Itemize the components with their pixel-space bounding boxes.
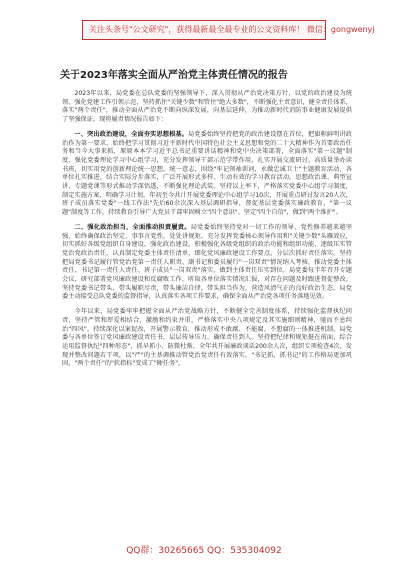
footer-contact: QQ群：30265665 QQ：535304092 [126,546,282,556]
promo-banner-text: 关注头条号"公文研究"，获得最新最全最专业的公文资料库！ 微信：gongwenyj [82,20,326,40]
document-title: 关于2023年落实全面从严治党主体责任情况的报告 [60,70,288,81]
section-heading: 一、突出政治建设，全面夯实思想根基。 [74,130,189,138]
paragraph-text: 今年以来，局党委牢牢把握全面从严治党战略方针，不断健全完善制度体系，持续强化监督执纪问责，坚持严管和厚爱相结合，激励和约束并重，严格落实中央八项规定及其实施细则精神，驰而不息纠治"四风"。持续深化以案促改，开展警示教育，推动形成不敢腐、不能腐、不想腐的一体推进机制。局党委与各单位签订党风廉政建设责任书，层层传导压力，确保责任到人。坚持把纪律和规矩挺在前面，综合运用监督执纪"四种形态"，抓早抓小、防微杜渐。全年共开展廉政谈话200余人次，组织专项检查4次，发现并整改问题若干项，以"严"的主基调推动管党治党责任有效落实，"书记抓、抓书记"的工作格局更加巩固，"两个责任"的"软指标"变成了"硬任务"。 [62,308,352,368]
paragraph [62,131,352,218]
paragraph [62,90,352,125]
paragraph-text: 局党委始终坚持把党的政治建设摆在首位，把旗帜鲜明讲政治作为第一要求，始终把学习贯彻习近平新时代中国特色社会主义思想和党的二十大精神作为首要政治任务和当今大事来抓，原原本本学习近平总书记重要讲话精神和党中央决策部署，全面落实"第一议题"制度，强化党委理论学习中心组学习，充分发挥领导干部示范学带作用，扎实开展交流研讨，高质量举办读书班，切实用党的创新理论统一思想，统一意志，围绕"牢记领袖训词，永做忠诚卫士"主题教育活动，各单位扎实推进，结合实际分步落实，广泛开展形式多样、生动有效的学习教育活动。思想政治课、典型宣讲、专题党课等形式推动学深悟透，不断强化理论武装。坚持以上率下，严格落实党委中心组学习制度，制定实施方案，明确学习计划，年初至今共计开展党委理论中心组学习10次，开展重点研讨发言20人次，班子成员落实党委"一线工作法"先后60余次深入基层调研指导，督促基层党委落实廉政教育，"第一议题"制度等工作，持续教育引导广大党员干部牢固树立"四个意识"、坚定"四个自信"，做到"两个维护"。 [62,130,353,217]
paragraph [62,308,352,369]
paragraph-text: 局党委始终坚持党对一切工作的领导，党性修养越来越坚强，始终确保政治坚定、事事言党性，处处讲规矩。充分发挥党委核心领导作用和"关键少数"头雁效应，切实抓好各级党组织自身建设，强化政治建设。积极强化各级党组织的政治功能和组织功能，逐级压实管党治党政治责任，认真制定党委主体责任清单，细化党风廉政建设工作要点，分层次抓好责任落实。坚持把局党委书记履行管党治党第一责任人职责、副书记和委员履行"一岗双责"情况纳入考核，推动党委主体责任、书记第一责任人责任、班子成员"一岗双责"落实，做到主体责任压实到位。局党委每半年召开专题会议，研究部署党风廉政建设和反腐败工作，听取各单位落实情况汇报，对存在问题及时跟进督促整改。坚持党委书记带头，带头履职尽责，带头廉洁自律，带头担当作为，营造风清气正的良好政治生态。局党委主动接受总队党委的监督指导，认真落实各项工作要求，确保全面从严治党各项任务落地见效。 [62,223,353,301]
document-body [62,90,352,375]
paragraph [62,224,352,302]
paragraph-text: 2023年以来，局党委在总队党委的坚强领导下，深入贯彻从严治党决策方针，以党的政治建设为统领，强化党建工作引领示范，坚持抓住"关键少数"和管住"绝大多数"，不断强化主责意识，健全责任体系，落实"两个责任"，推动全面从严治党不断向纵深发展，向基层延伸，为推动新时代消防事业健康发展提供了坚强保证。现将履责情况报告如下： [62,90,352,124]
promo-banner [0,12,408,48]
section-heading: 二、强化政治担当，全面推动担责履责。 [74,223,191,231]
